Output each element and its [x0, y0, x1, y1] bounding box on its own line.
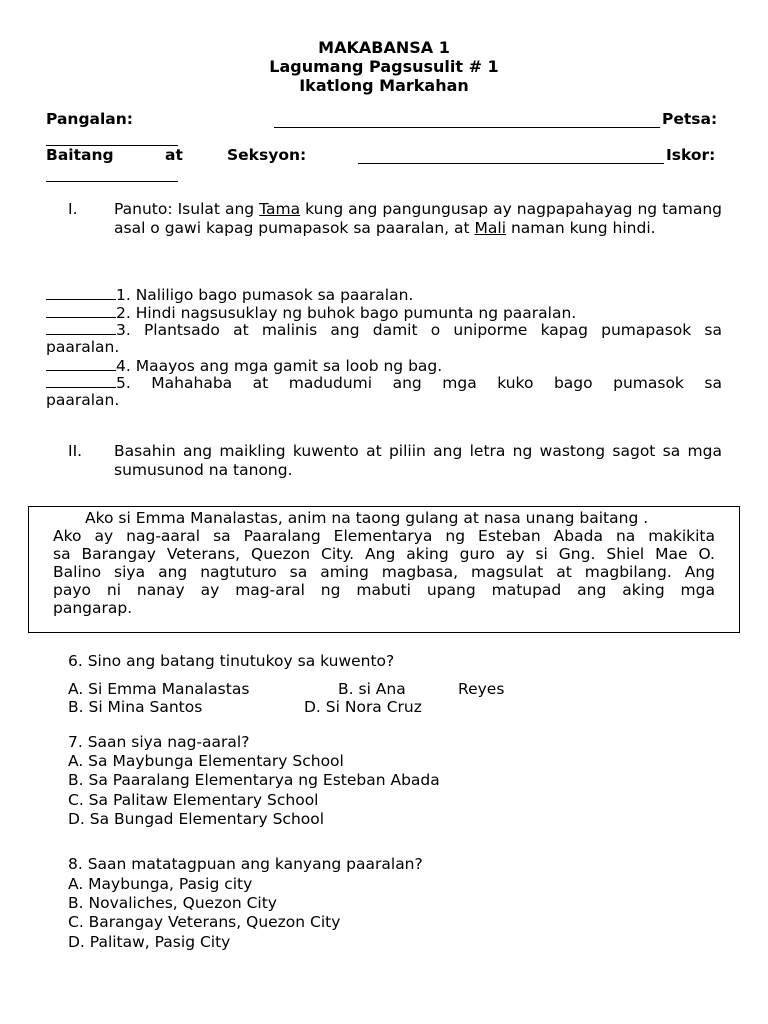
item-text: 3. Plantsado at malinis ang damit o uniporme kapag pumapasok sa [116, 321, 722, 339]
q7-option-d[interactable]: D. Sa Bungad Elementary School [68, 810, 325, 828]
part1-item-5 [46, 373, 722, 393]
worksheet-title: MAKABANSA 1 [318, 38, 450, 57]
q7-option-a[interactable]: A. Sa Maybunga Elementary School [68, 752, 344, 770]
worksheet-quarter: Ikatlong Markahan [299, 76, 469, 95]
score-label: Iskor: [666, 146, 716, 164]
part1-item-3 [46, 320, 722, 340]
item-text: 4. Maayos ang mga gamit sa loob ng bag. [116, 357, 443, 375]
answer-blank[interactable] [46, 356, 116, 371]
section-label: Seksyon: [227, 146, 307, 164]
q6-option-b[interactable]: B. si Ana [338, 680, 406, 698]
story-box [28, 506, 740, 633]
score-blank[interactable] [46, 164, 178, 182]
mali-word: Mali [474, 219, 507, 237]
name-label: Pangalan: [46, 110, 133, 128]
q7-option-b[interactable]: B. Sa Paaralang Elementarya ng Esteban Abada [68, 771, 440, 789]
item-text: 5. Mahahaba at madudumi ang mga kuko bago pumasok sa [116, 374, 722, 392]
tama-word: Tama [259, 200, 301, 218]
question-6: 6. Sino ang batang tinutukoy sa kuwento? [68, 652, 395, 670]
story-line: Balino siya ang nagtuturo sa aming magbasa, magsulat at magbilang. Ang [53, 563, 715, 581]
q6-option-c[interactable]: B. Si Mina Santos [68, 698, 203, 716]
answer-blank[interactable] [46, 303, 116, 318]
q6-option-d[interactable]: D. Si Nora Cruz [304, 698, 422, 716]
part1-numeral: I. [68, 200, 78, 218]
part1-item-1 [46, 285, 722, 305]
part1-instr-a: Panuto: Isulat ang [114, 200, 260, 218]
answer-blank[interactable] [46, 320, 116, 335]
story-line: pangarap. [53, 599, 133, 617]
story-line: sa Barangay Veterans, Quezon City. Ang aking guro ay si Gng. Shiel Mae O. [53, 545, 715, 563]
story-line: payo ni nanay ay mag-aral ng mabuti upang matupad ang aking mga [53, 581, 715, 599]
q8-option-a[interactable]: A. Maybunga, Pasig city [68, 875, 253, 893]
part1-instructions [114, 200, 722, 238]
at-label: at [165, 146, 183, 164]
part2-numeral: II. [68, 442, 83, 460]
date-label: Petsa: [662, 110, 718, 128]
section-blank[interactable] [358, 146, 664, 164]
part1-instr-c: naman kung hindi. [506, 219, 656, 237]
worksheet-subtitle: Lagumang Pagsusulit # 1 [269, 57, 499, 76]
part1-instr-b: kung ang pangungusap ay nagpapahayag ng tamang asal o gawi kapag pumapasok sa paaralan, at [114, 200, 722, 237]
q8-option-c[interactable]: C. Barangay Veterans, Quezon City [68, 913, 341, 931]
part1-item-3-cont: paaralan. [46, 338, 120, 356]
name-blank[interactable] [274, 110, 660, 128]
grade-label: Baitang [46, 146, 114, 164]
q6-option-b-surname: Reyes [458, 680, 505, 698]
answer-blank[interactable] [46, 373, 116, 388]
question-8: 8. Saan matatagpuan ang kanyang paaralan? [68, 855, 423, 873]
story-line: Ako ay nag-aaral sa Paaralang Elementarya ng Esteban Abada na makikita [53, 527, 715, 545]
q6-option-a[interactable]: A. Si Emma Manalastas [68, 680, 250, 698]
date-blank[interactable] [46, 128, 178, 146]
story-line: Ako si Emma Manalastas, anim na taong gulang at nasa unang baitang . [85, 509, 649, 527]
part1-item-5-cont: paaralan. [46, 391, 120, 409]
q7-option-c[interactable]: C. Sa Palitaw Elementary School [68, 791, 319, 809]
part2-instructions: Basahin ang maikling kuwento at piliin ang letra ng wastong sagot sa mga sumusunod na tanong. [114, 442, 722, 479]
q8-option-b[interactable]: B. Novaliches, Quezon City [68, 894, 277, 912]
item-text: 1. Naliligo bago pumasok sa paaralan. [116, 286, 414, 304]
answer-blank[interactable] [46, 285, 116, 300]
question-7: 7. Saan siya nag-aaral? [68, 733, 250, 751]
item-text: 2. Hindi nagsusuklay ng buhok bago pumunta ng paaralan. [116, 304, 577, 322]
q8-option-d[interactable]: D. Palitaw, Pasig City [68, 933, 231, 951]
